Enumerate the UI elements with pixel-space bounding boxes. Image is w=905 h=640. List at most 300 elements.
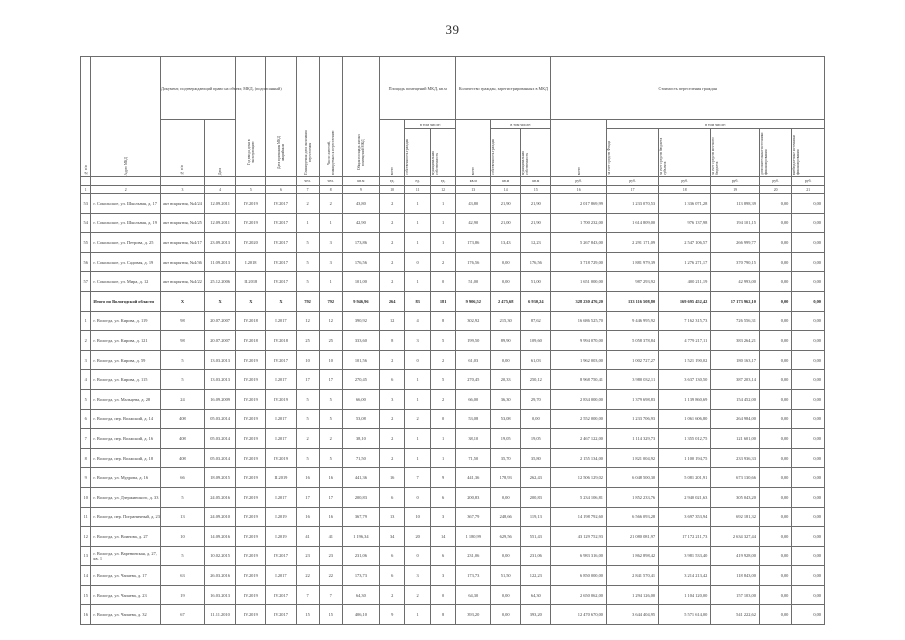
cell-n: 15	[81, 585, 91, 605]
cell-yr: IV.2019	[236, 507, 266, 527]
cell-c1: 6	[379, 370, 404, 390]
cell-r3: 51,00	[521, 272, 551, 292]
cell-addr: г. Вологда, ул. Чапаева, д. 32	[91, 605, 161, 625]
column-number-cell: 16	[551, 186, 607, 194]
cell-c2: 1	[405, 213, 430, 233]
cell-r2: 0,00	[491, 585, 521, 605]
cell-r3: 0,00	[521, 409, 551, 429]
column-number-cell: 5	[236, 186, 266, 194]
cell-c2: 1	[405, 370, 430, 390]
cell-t6: 0,00	[792, 350, 825, 370]
cell-plan: IV.2017	[266, 585, 296, 605]
cell-addr: Итого по Вологодской области	[91, 291, 161, 311]
table-row	[81, 507, 825, 527]
cell-n: 8	[81, 448, 91, 468]
cell-doc: акт вскрытия, №4/17	[160, 233, 204, 253]
cell-c3: 0	[430, 585, 456, 605]
cell-p1: 5	[296, 233, 319, 253]
cell-t3: 1 100 194,75	[659, 448, 711, 468]
cell-addr: г. Вологда, пер. Пограничный, д. 23	[91, 507, 161, 527]
cell-p1: 5	[296, 409, 319, 429]
column-number-cell: 7	[296, 186, 319, 194]
cell-yr: IV.2018	[236, 311, 266, 331]
cell-addr: г. Сокольское, ул. Петрова, д. 25	[91, 233, 161, 253]
cell-p1: 22	[296, 566, 319, 586]
cell-date: 05.03.2014	[204, 409, 235, 429]
cell-t1: 1 651 000,00	[551, 272, 607, 292]
cell-r1: 393,20	[456, 605, 491, 625]
header-label-cost2: за счет средств Фонда	[607, 141, 611, 175]
cell-t2: 1 881 979,39	[607, 252, 659, 272]
cell-t4: 194 101,15	[711, 213, 760, 233]
cell-t3: 2 547 106,57	[659, 233, 711, 253]
header-label-doc-number: № п/п	[180, 165, 185, 175]
cell-p2: 5	[319, 389, 342, 409]
cell-t1: 12 470 670,00	[551, 605, 607, 625]
cell-yr: IV.2019	[236, 585, 266, 605]
header-label-cost3: за счет средств бюджета субъекта	[659, 137, 668, 175]
table-row	[81, 605, 825, 625]
cell-r3: 21,90	[521, 213, 551, 233]
cell-r2: 35,70	[491, 448, 521, 468]
cell-t3: 3 697 353,94	[659, 507, 711, 527]
unit-cell: руб.	[607, 177, 659, 186]
unit-cell	[236, 177, 266, 186]
cell-area: 101,00	[342, 272, 379, 292]
cell-c2: 1	[405, 448, 430, 468]
cell-plan: I.2017	[266, 370, 296, 390]
cell-date: 05.03.2014	[204, 448, 235, 468]
cell-t3: 5 081 201,91	[659, 468, 711, 488]
cell-t4: 726 556,31	[711, 311, 760, 331]
cell-addr: г. Вологда, ул. Чапаева, д. 17	[91, 566, 161, 586]
cell-doc: X	[160, 291, 204, 311]
cell-t3: 1 061 606,80	[659, 409, 711, 429]
cell-yr: IV.2020	[236, 233, 266, 253]
cell-c2: 10	[405, 507, 430, 527]
cell-n: 5	[81, 389, 91, 409]
cell-plan: IV.2018	[266, 331, 296, 351]
cell-date: 11.09.2013	[204, 252, 235, 272]
cell-p2: 3	[319, 252, 342, 272]
cell-plan: IV.2017	[266, 350, 296, 370]
cell-t5: 0,00	[759, 370, 791, 390]
cell-date: X	[204, 291, 235, 311]
cell-yr: IV.2018	[236, 331, 266, 351]
cell-date: 24.09.2010	[204, 507, 235, 527]
cell-p1: 5	[296, 389, 319, 409]
cell-r2: 19,05	[491, 429, 521, 449]
cell-p1: 7	[296, 585, 319, 605]
table-row	[81, 546, 825, 566]
cell-r3: 393,20	[521, 605, 551, 625]
cell-t2: 1 233 070,53	[607, 194, 659, 214]
cell-addr: г. Вологда, ул. Мудрова, д. 16	[91, 468, 161, 488]
cell-r1: 200,83	[456, 487, 491, 507]
cell-t6: 0,00	[792, 291, 825, 311]
cell-t6: 0,00	[792, 272, 825, 292]
cell-yr: IV.2019	[236, 566, 266, 586]
cell-plan: I.2019	[266, 527, 296, 547]
cell-addr: г. Вологда, пер. Волжский, д. 16	[91, 429, 161, 449]
cell-t1: 12 506 129,02	[551, 468, 607, 488]
cell-t3: 1 139 860,69	[659, 389, 711, 409]
cell-area: 176,56	[342, 252, 379, 272]
cell-r1: 53,08	[456, 409, 491, 429]
cell-p1: 41	[296, 527, 319, 547]
cell-t2: 987 293,92	[607, 272, 659, 292]
cell-r1: 173,86	[456, 233, 491, 253]
cell-t5: 0,00	[759, 194, 791, 214]
cell-t6: 0,00	[792, 311, 825, 331]
cell-n: 9	[81, 468, 91, 488]
cell-t1: 1 962 003,00	[551, 350, 607, 370]
cell-r3: 551,43	[521, 527, 551, 547]
cell-t2: 1 294 126,00	[607, 585, 659, 605]
cell-r3: 109,60	[521, 331, 551, 351]
cell-t4: 233 936,33	[711, 448, 760, 468]
cell-r2: 89,90	[491, 331, 521, 351]
header-label-area-total: Общая площадь жилых помещений МКД	[356, 134, 365, 171]
cell-yr: IV.2019	[236, 350, 266, 370]
cell-date: 26.03.2016	[204, 566, 235, 586]
cell-plan: IV.2017	[266, 546, 296, 566]
unit-cell: чел.	[296, 177, 319, 186]
cell-r1: 66,00	[456, 389, 491, 409]
cell-addr: г. Вологда, ул. Кирова, д. 119	[91, 311, 161, 331]
cell-p2: 17	[319, 370, 342, 390]
cell-c3: 14	[430, 527, 456, 547]
cell-t6: 0,00	[792, 331, 825, 351]
cell-p1: 12	[296, 311, 319, 331]
cell-c2: 2	[405, 585, 430, 605]
cell-p1: 10	[296, 350, 319, 370]
cell-c3: 5	[430, 331, 456, 351]
cell-t4: 370 790,15	[711, 252, 760, 272]
cell-r3: 35,80	[521, 448, 551, 468]
column-number-cell: 17	[607, 186, 659, 194]
cell-p2: 5	[319, 409, 342, 429]
cell-area: 173,73	[342, 566, 379, 586]
cell-plan: I.2017	[266, 487, 296, 507]
cell-t6: 0,00	[792, 566, 825, 586]
cell-c1: 16	[379, 468, 404, 488]
cell-r1: 61,03	[456, 350, 491, 370]
cell-p2: 2	[319, 429, 342, 449]
cell-c3: 3	[430, 507, 456, 527]
cell-r1: 302,92	[456, 311, 491, 331]
table-row	[81, 429, 825, 449]
header-label-address: Адрес МКД	[123, 156, 128, 175]
cell-r3: 231,06	[521, 546, 551, 566]
cell-r3: 87,62	[521, 311, 551, 331]
header-label-doc-date: Дата	[218, 167, 223, 175]
cell-c1: 2	[379, 233, 404, 253]
unit-cell	[91, 177, 161, 186]
cell-plan: IV.2017	[266, 213, 296, 233]
cell-r1: 176,56	[456, 252, 491, 272]
cell-area: 231,06	[342, 546, 379, 566]
cell-r1: 9 906,52	[456, 291, 491, 311]
column-number-cell: 8	[319, 186, 342, 194]
cell-t5: 0,00	[759, 566, 791, 586]
cell-n: 4	[81, 370, 91, 390]
cell-n: 14	[81, 566, 91, 586]
cell-t6: 0,00	[792, 233, 825, 253]
cell-n: 3	[81, 350, 91, 370]
cell-n: 54	[81, 213, 91, 233]
cell-p2: 17	[319, 487, 342, 507]
cell-t4: 17 173 962,10	[711, 291, 760, 311]
cell-date: 20.07.2007	[204, 311, 235, 331]
cell-c3: 2	[430, 389, 456, 409]
cell-area: 38,10	[342, 429, 379, 449]
cell-plan: IV.2017	[266, 194, 296, 214]
cell-t6: 0,00	[792, 585, 825, 605]
cell-t6: 0,00	[792, 546, 825, 566]
cell-c1: 2	[379, 272, 404, 292]
cell-area: 42,90	[342, 213, 379, 233]
unit-cell: руб.	[792, 177, 825, 186]
cell-plan: IV.2017	[266, 272, 296, 292]
cell-t3: 1 521 190,02	[659, 350, 711, 370]
cell-t6: 0,00	[792, 487, 825, 507]
cell-c3: 2	[430, 350, 456, 370]
cell-t2: 3 644 404,95	[607, 605, 659, 625]
cell-c1: 6	[379, 566, 404, 586]
cell-r2: 0,00	[491, 272, 521, 292]
cell-t5: 0,00	[759, 272, 791, 292]
cell-c2: 0	[405, 252, 430, 272]
cell-date: 10.02.2015	[204, 546, 235, 566]
cell-t6: 0,00	[792, 194, 825, 214]
cell-r2: 2 475,68	[491, 291, 521, 311]
column-number-cell: 6	[266, 186, 296, 194]
header-label-ch3: муниципальная собственность	[430, 151, 439, 175]
cell-area: 43,80	[342, 194, 379, 214]
cell-p2: 5	[319, 448, 342, 468]
cell-c3: 0	[430, 409, 456, 429]
cell-t1: 14 198 792,60	[551, 507, 607, 527]
cell-doc: 67	[160, 605, 204, 625]
cell-t6: 0,00	[792, 213, 825, 233]
cell-t5: 0,00	[759, 429, 791, 449]
cell-t4: 154 452,00	[711, 389, 760, 409]
cell-t4: 419 928,00	[711, 546, 760, 566]
cell-doc: 10	[160, 527, 204, 547]
cell-t1: 8 968 750,41	[551, 370, 607, 390]
header-top-row	[81, 57, 825, 120]
cell-r1: 1 180,99	[456, 527, 491, 547]
cell-t1: 1 700 232,00	[551, 213, 607, 233]
cell-t3: 2 940 021,63	[659, 487, 711, 507]
cell-t2: 2 841 570,41	[607, 566, 659, 586]
column-number-cell: 14	[491, 186, 521, 194]
column-number-cell: 11	[405, 186, 430, 194]
column-number-cell: 1	[81, 186, 91, 194]
cell-plan: IV.2017	[266, 252, 296, 272]
area-group-header: Площадь помещений МКД, кв.м	[379, 57, 455, 120]
header-label-cost6: внебюджетные источники финансирования	[792, 135, 801, 175]
cell-t6: 0,00	[792, 605, 825, 625]
cell-c1: 34	[379, 527, 404, 547]
cell-t3: 3 981 533,40	[659, 546, 711, 566]
cell-date: 05.03.2014	[204, 429, 235, 449]
unit-cell: кв.м	[456, 177, 491, 186]
cell-area: 270,45	[342, 370, 379, 390]
cell-t1: 9 994 070,00	[551, 331, 607, 351]
cell-t5: 0,00	[759, 350, 791, 370]
header-sub-row: № п/п Дата всего в том числе: всего в том числе: всего в том числе:	[81, 120, 825, 129]
cell-p1: 1	[296, 213, 319, 233]
unit-cell: руб.	[551, 177, 607, 186]
column-number-cell: 21	[792, 186, 825, 194]
cell-r1: 231,06	[456, 546, 491, 566]
column-number-cell: 9	[342, 186, 379, 194]
cell-t1: 5 267 843,00	[551, 233, 607, 253]
cell-c2: 0	[405, 546, 430, 566]
cell-c2: 2	[405, 409, 430, 429]
cell-t4: 180 163,17	[711, 350, 760, 370]
cell-p2: 7	[319, 585, 342, 605]
cell-area: 173,86	[342, 233, 379, 253]
cell-t4: 692 181,32	[711, 507, 760, 527]
cell-addr: г. Вологда, ул. Кирова, д. 121	[91, 331, 161, 351]
cell-r2: 0,00	[491, 252, 521, 272]
cell-date: 25.12.2006	[204, 272, 235, 292]
cell-r3: 262,43	[521, 468, 551, 488]
cell-p2: 41	[319, 527, 342, 547]
cell-yr: IV.2019	[236, 194, 266, 214]
cell-t3: 5 571 614,00	[659, 605, 711, 625]
cell-doc: 408	[160, 429, 204, 449]
header-label-num: № п/п	[83, 165, 88, 175]
table-row	[81, 252, 825, 272]
cell-t1: 16 686 525,70	[551, 311, 607, 331]
cell-t4: 157 103,00	[711, 585, 760, 605]
cell-area: 101,56	[342, 350, 379, 370]
cell-addr: г. Сокольское, ул. Садовая, д. 19	[91, 252, 161, 272]
cell-doc: 24	[160, 389, 204, 409]
header-label-cost5: дополнительные источники финансирования	[759, 132, 768, 175]
cell-t3: 400 211,19	[659, 272, 711, 292]
cell-t2: 1 233 706,93	[607, 409, 659, 429]
cell-doc: 66	[160, 468, 204, 488]
cell-r2: 0,00	[491, 546, 521, 566]
cell-r3: 64,30	[521, 585, 551, 605]
cell-t5: 0,00	[759, 233, 791, 253]
cell-t5: 0,00	[759, 252, 791, 272]
cell-c2: 3	[405, 566, 430, 586]
cell-n: 56	[81, 252, 91, 272]
header-label-people-plan: Число жителей, планируемых к переселению	[326, 130, 335, 175]
table-row	[81, 585, 825, 605]
unit-cell: ед.	[430, 177, 456, 186]
cell-addr: г. Вологда, ул. Кирова, д. 115	[91, 370, 161, 390]
cell-n: 7	[81, 429, 91, 449]
table-row	[81, 409, 825, 429]
cell-r2: 629,56	[491, 527, 521, 547]
cell-addr: г. Вологда, ул. Кирова, д. 59	[91, 350, 161, 370]
cell-t6: 0,00	[792, 468, 825, 488]
cell-t1: 2 017 869,99	[551, 194, 607, 214]
cell-r2: 21,90	[491, 194, 521, 214]
cell-c3: 2	[430, 252, 456, 272]
cell-p1: 16	[296, 507, 319, 527]
cell-date: 16.03.2013	[204, 585, 235, 605]
page-number: 39	[445, 22, 460, 37]
cell-date: 16.09.2009	[204, 389, 235, 409]
cell-yr: IV.2019	[236, 448, 266, 468]
cost-group-header: Стоимость переселения граждан	[551, 57, 825, 120]
cell-t3: 976 137,98	[659, 213, 711, 233]
cell-doc: 408	[160, 448, 204, 468]
cell-r3: 6 930,24	[521, 291, 551, 311]
cell-t4: 541 222,62	[711, 605, 760, 625]
table-row	[81, 213, 825, 233]
cell-plan: IV.2017	[266, 233, 296, 253]
cell-t6: 0,00	[792, 409, 825, 429]
cell-plan: I.2017	[266, 409, 296, 429]
cell-r2: 51,50	[491, 566, 521, 586]
unit-cell	[160, 177, 204, 186]
unit-cell: чел.	[319, 177, 342, 186]
cell-r1: 199,50	[456, 331, 491, 351]
cell-p2: 2	[319, 194, 342, 214]
cell-n: 11	[81, 507, 91, 527]
cell-t2: 2 291 171,09	[607, 233, 659, 253]
cell-addr: г. Вологда, ул. Воинова, д. 27	[91, 527, 161, 547]
cell-c1: 2	[379, 350, 404, 370]
cell-plan: IV.2019	[266, 389, 296, 409]
cell-t1: 6 983 316,00	[551, 546, 607, 566]
cell-r3: 12,23	[521, 233, 551, 253]
cell-t2: 3 980 032,11	[607, 370, 659, 390]
cell-p2: 25	[319, 331, 342, 351]
cell-t1: 5 234 106,81	[551, 487, 607, 507]
cell-r3: 61,03	[521, 350, 551, 370]
cell-t4: 42 993,00	[711, 272, 760, 292]
cell-c2: 0	[405, 350, 430, 370]
cell-p1: 23	[296, 546, 319, 566]
cell-t5: 0,00	[759, 213, 791, 233]
cell-t1: 2 552 000,00	[551, 409, 607, 429]
cell-date: 20.07.2007	[204, 331, 235, 351]
cell-t6: 0,00	[792, 370, 825, 390]
cell-r2: 21,00	[491, 213, 521, 233]
cell-plan: I.2019	[266, 507, 296, 527]
cell-c1: 9	[379, 605, 404, 625]
cell-t4: 387 203,14	[711, 370, 760, 390]
column-number-cell: 18	[659, 186, 711, 194]
cell-p1: 5	[296, 448, 319, 468]
cell-t5: 0,00	[759, 605, 791, 625]
cell-doc: 19	[160, 585, 204, 605]
header-label-cost-total: всего	[576, 166, 581, 175]
cell-t5: 0,00	[759, 448, 791, 468]
cell-t1: 43 129 752,93	[551, 527, 607, 547]
cell-t4: 673 130,66	[711, 468, 760, 488]
cell-t5: 0,00	[759, 585, 791, 605]
unit-cell: кв.м	[491, 177, 521, 186]
cell-c2: 1	[405, 194, 430, 214]
cell-doc: акт вскрытия, №4/22	[160, 272, 204, 292]
cell-doc: акт вскрытия, №4/24	[160, 194, 204, 214]
cell-r1: 71,50	[456, 448, 491, 468]
header-label-planned: Планируемая дата окончания переселения	[303, 130, 312, 175]
cell-yr: IV.2019	[236, 468, 266, 488]
cell-r2: 0,00	[491, 350, 521, 370]
